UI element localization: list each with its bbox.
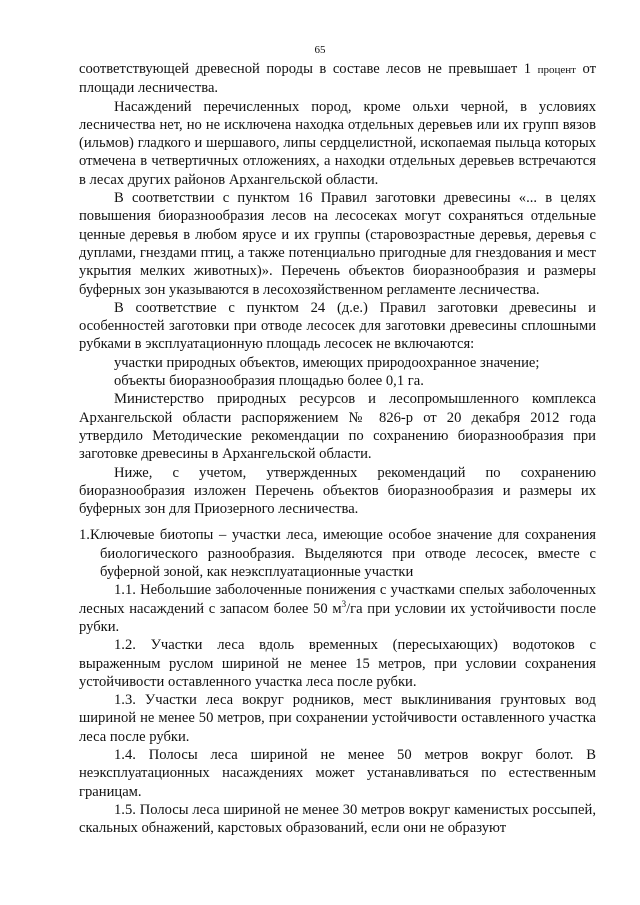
subitem-1-1-text: 1.1. Небольшие заболоченные понижения с участками спелых заболоченных лесных насаждений с запасом более 50 м <box>79 582 596 617</box>
paragraph-1-small-word: процент <box>537 64 576 76</box>
document-body <box>79 60 596 837</box>
paragraph-1 <box>79 60 596 98</box>
paragraph-3: В соответствии с пунктом 16 Правил заготовки древесины «... в целях повышения биоразнообразия лесов на лесосеках могут сохраняться отдельные ценные деревья в любом ярусе и их группы (старовозрастные деревья, деревья с дуплами, гнездами птиц, а также потенциально пригодные для гнездования и мест укрытия мелких животных)». Перечень объектов биоразнообразия и размеры буферных зон указываются в лесохозяйственном регламенте лесничества. <box>79 190 596 298</box>
paragraph-2: Насаждений перечисленных пород, кроме ольхи черной, в условиях лесничества нет, но не исключена находка отдельных деревьев или их групп вязов (ильмов) гладкого и шершавого, липы сердцелистной, ископаемая пыльца которых отмечена в четвертичных отложениях, а находки отдельных деревьев встречаются в лесах других районов Архангельской области. <box>79 98 596 188</box>
paragraph-1-tail: от площади лесничества. <box>79 61 596 97</box>
paragraph-1-text: соответствующей древесной породы в составе лесов не превышает 1 <box>79 61 538 77</box>
page-number: 65 <box>314 44 326 56</box>
subitem-1-2: 1.2. Участки леса вдоль временных (пересыхающих) водотоков с выраженным руслом шириной не менее 15 метров, при условии сохранения устойчивости оставленного участка леса после рубки. <box>79 637 596 690</box>
subitem-1-1-superscript: 3 <box>341 598 347 609</box>
subitem-1-1-tail: /га при условии их устойчивости после рубки. <box>79 600 596 635</box>
list-item-1-text: Ключевые биотопы – участки леса, имеющие особое значение для сохранения биологического разнообразия. Выделяются при отводе лесосек, вместе с буферной зоной, как неэксплуатационные участки <box>89 527 596 581</box>
subitem-1-5: 1.5. Полосы леса шириной не менее 30 метров вокруг каменистых россыпей, скальных обнажений, карстовых образований, если они не образуют <box>79 801 596 837</box>
subitem-1-3: 1.3. Участки леса вокруг родников, мест выклинивания грунтовых вод шириной не менее 50 метров, при сохранении устойчивости оставленного участка леса после рубки. <box>79 692 596 745</box>
list-item-1-marker: 1. <box>79 527 90 544</box>
paragraph-7: Министерство природных ресурсов и лесопромышленного комплекса Архангельской области распоряжением № 826-р от 20 декабря 2012 года утвердило Методические рекомендации по сохранению биоразнообразия при заготовке древесины в Архангельской области. <box>79 391 596 463</box>
list-item-1 <box>79 526 596 581</box>
subitem-1-1 <box>79 581 596 636</box>
paragraph-6: объекты биоразнообразия площадью более 0,1 га. <box>114 373 424 390</box>
paragraph-4: В соответствие с пунктом 24 (д.е.) Правил заготовки древесины и особенностей заготовки при отводе лесосек для заготовки древесины сплошными рубками в эксплуатационную площадь лесосек не включаются: <box>79 299 596 353</box>
paragraph-5: участки природных объектов, имеющих природоохранное значение; <box>114 354 540 371</box>
paragraph-8: Ниже, с учетом, утвержденных рекомендаций по сохранению биоразнообразия изложен Перечень объектов биоразнообразия и размеры их буферных зон для Приозерного лесничества. <box>79 464 596 518</box>
subitem-1-4: 1.4. Полосы леса шириной не менее 50 метров вокруг болот. В неэксплуатационных насаждениях может устанавливаться по естественным границам. <box>79 746 596 800</box>
